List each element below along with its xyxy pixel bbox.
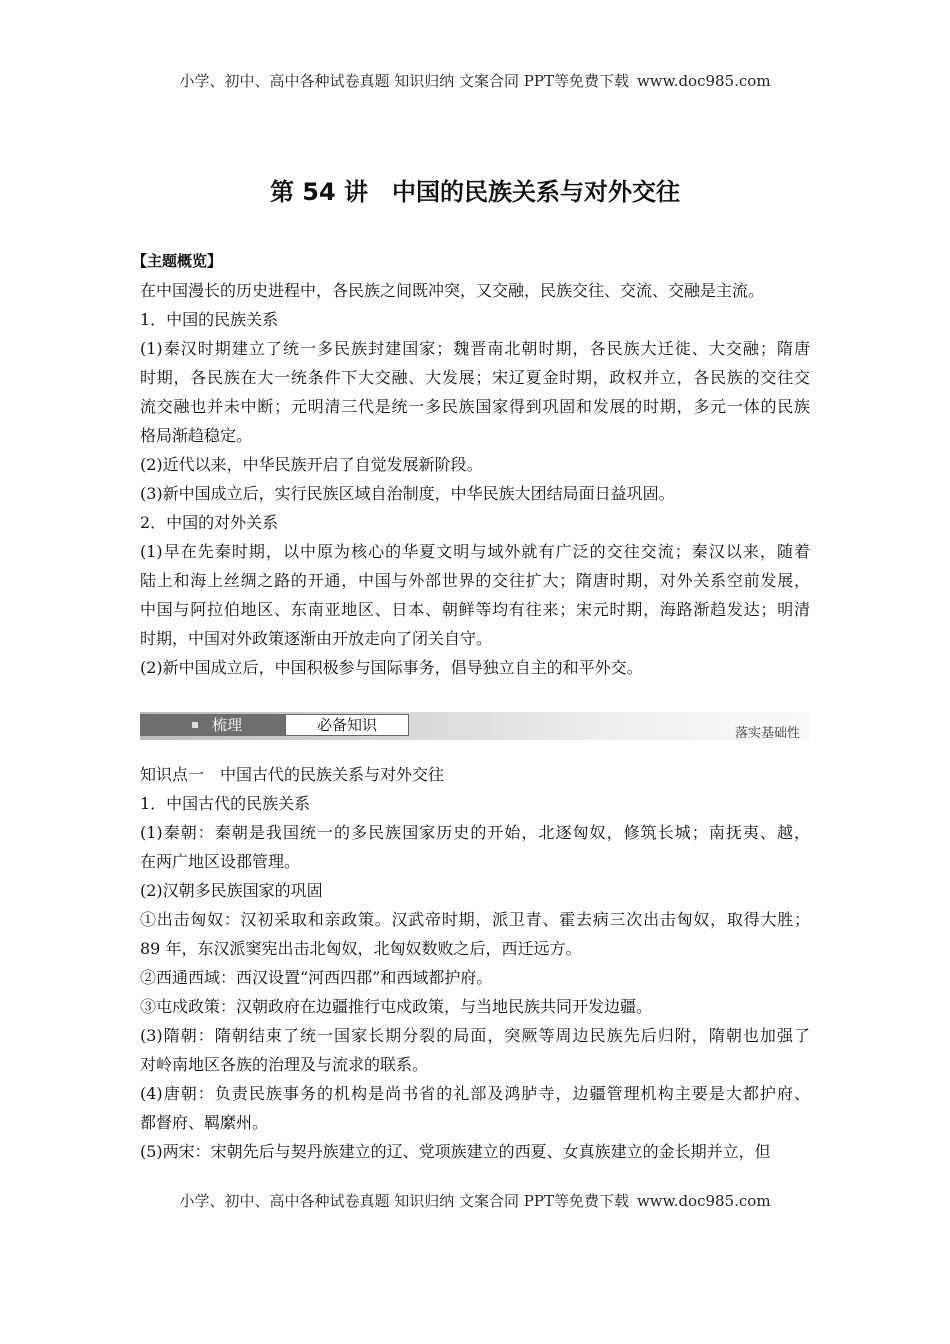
text-line: (4)唐朝：负责民族事务的机构是尚书省的礼部及鸿胪寺，边疆管理机构主要是大都护府、 bbox=[140, 1084, 810, 1103]
text-line: 在中国漫长的历史进程中，各民族之间既冲突，又交融，民族交往、交流、交融是主流。 bbox=[140, 281, 765, 300]
text-line: ②西通西域：西汉设置“河西四郡”和西域都护府。 bbox=[140, 968, 493, 987]
section-banner bbox=[140, 712, 810, 740]
text-line: 中国与阿拉伯地区、东南亚地区、日本、朝鲜等均有往来；宋元时期，海路渐趋发达；明清 bbox=[140, 600, 810, 619]
text-line: ①出击匈奴：汉初采取和亲政策。汉武帝时期，派卫青、霍去病三次出击匈奴，取得大胜； bbox=[140, 910, 810, 929]
overview-section bbox=[132, 247, 810, 682]
text-line: 时期，各民族在大一统条件下大交融、大发展；宋辽夏金时期，政权并立，各民族的交往交 bbox=[140, 368, 810, 387]
knowledge-section bbox=[140, 760, 810, 1166]
header-text: 小学、初中、高中各种试卷真题 知识归纳 文案合同 PPT等免费下载 bbox=[179, 72, 629, 90]
header-url[interactable]: www.doc985.com bbox=[636, 72, 771, 90]
text-line: 流交融也并未中断；元明清三代是统一多民族国家得到巩固和发展的时期，多元一体的民族 bbox=[140, 397, 810, 416]
text-line: 陆上和海上丝绸之路的开通，中国与外部世界的交往扩大；隋唐时期，对外关系空前发展， bbox=[140, 571, 810, 590]
page-header bbox=[0, 70, 950, 91]
text-line: 2．中国的对外关系 bbox=[140, 513, 279, 532]
overview-heading: 【主题概览】 bbox=[132, 252, 223, 270]
text-line: (2)新中国成立后，中国积极参与国际事务，倡导独立自主的和平外交。 bbox=[140, 658, 643, 677]
page-footer bbox=[0, 1190, 950, 1211]
text-line: 都督府、羁縻州。 bbox=[140, 1113, 269, 1132]
page-title: 第 54 讲 中国的民族关系与对外交往 bbox=[269, 178, 681, 206]
banner-right: 落实基础性 bbox=[734, 726, 800, 741]
text-line: (1)早在先秦时期，以中原为核心的华夏文明与域外就有广泛的交往交流；秦汉以来，随着 bbox=[140, 542, 810, 561]
text-line: (2)近代以来，中华民族开启了自觉发展新阶段。 bbox=[140, 455, 483, 474]
banner-tag: 必备知识 bbox=[285, 714, 409, 736]
banner-label-text: 梳理 bbox=[212, 716, 243, 734]
text-line: (3)隋朝：隋朝结束了统一国家长期分裂的局面，突厥等周边民族先后归附，隋朝也加强了 bbox=[140, 1026, 810, 1045]
text-line: (2)汉朝多民族国家的巩固 bbox=[140, 881, 323, 900]
text-line: 时期，中国对外政策逐渐由开放走向了闭关自守。 bbox=[140, 629, 493, 648]
text-line: 89 年，东汉派窦宪出击北匈奴，北匈奴数败之后，西迁远方。 bbox=[140, 939, 582, 958]
text-line: 在两广地区设郡管理。 bbox=[140, 852, 301, 871]
text-line: 对岭南地区各族的治理及与流求的联系。 bbox=[140, 1055, 429, 1074]
text-line: (1)秦汉时期建立了统一多民族封建国家；魏晋南北朝时期，各民族大迁徙、大交融；隋唐 bbox=[140, 339, 810, 358]
knowledge-body bbox=[140, 760, 810, 1166]
overview-body bbox=[140, 276, 810, 682]
text-line: ③屯戍政策：汉朝政府在边疆推行屯戍政策，与当地民族共同开发边疆。 bbox=[140, 997, 653, 1016]
text-line: (5)两宋：宋朝先后与契丹族建立的辽、党项族建立的西夏、女真族建立的金长期并立，但 bbox=[140, 1142, 771, 1161]
banner-label bbox=[140, 714, 285, 736]
text-line: 1．中国的民族关系 bbox=[140, 310, 279, 329]
text-line: 1．中国古代的民族关系 bbox=[140, 794, 311, 813]
footer-text: 小学、初中、高中各种试卷真题 知识归纳 文案合同 PPT等免费下载 bbox=[179, 1192, 629, 1210]
text-line: 知识点一 中国古代的民族关系与对外交往 bbox=[140, 765, 445, 784]
square-icon bbox=[192, 722, 198, 728]
text-line: (3)新中国成立后，实行民族区域自治制度，中华民族大团结局面日益巩固。 bbox=[140, 484, 675, 503]
footer-url[interactable]: www.doc985.com bbox=[636, 1192, 771, 1210]
text-line: (1)秦朝：秦朝是我国统一的多民族国家历史的开始，北逐匈奴，修筑长城；南抚夷、越， bbox=[140, 823, 810, 842]
text-line: 格局渐趋稳定。 bbox=[140, 426, 253, 445]
